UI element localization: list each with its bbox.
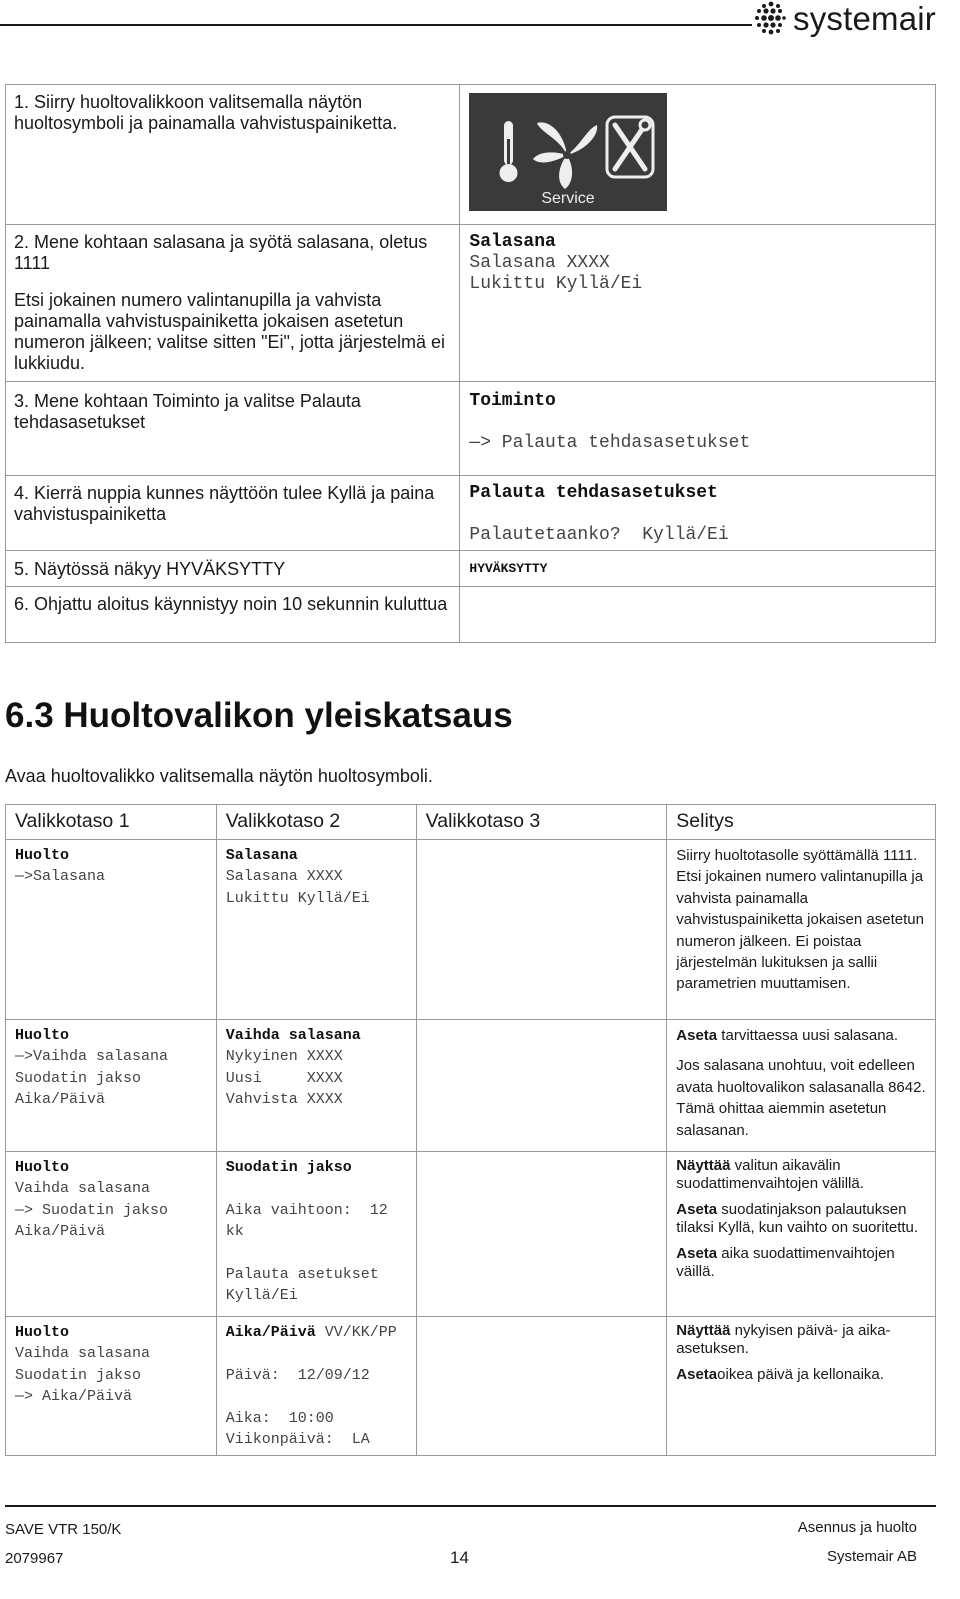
step-3-cell bbox=[6, 382, 460, 476]
level-1-cell: Huolto Vaihda salasana Suodatin jakso —> Aika/Päivä bbox=[6, 1317, 217, 1456]
step-2-text: 2. Mene kohtaan salasana ja syötä salasana, oletus 1111 bbox=[14, 232, 428, 273]
logo-dots-icon bbox=[753, 0, 789, 38]
service-menu-table bbox=[5, 804, 936, 1456]
footer-doc-number: 2079967 bbox=[5, 1550, 64, 1567]
service-screen-cell bbox=[460, 85, 936, 225]
level-2-cell: Salasana Salasana XXXX Lukittu Kyllä/Ei bbox=[216, 840, 416, 1020]
description-cell: Näyttää valitun aikavälin suodattimenvaihtojen välillä. Aseta suodatinjakson palautuksen tilaksi Kyllä, kun vaihto on suoritettu. Aseta aika suodattimenvaihtojen väillä. bbox=[667, 1152, 936, 1317]
lcd-line: Salasana XXXX bbox=[469, 253, 610, 273]
table-row bbox=[6, 1152, 936, 1317]
step-6-cell bbox=[6, 587, 460, 643]
lcd-line: Palautetaanko? Kyllä/Ei bbox=[469, 525, 729, 545]
section-heading: 6.3 Huoltovalikon yleiskatsaus bbox=[5, 696, 513, 735]
level-1-cell: Huolto Vaihda salasana —> Suodatin jakso Aika/Päivä bbox=[6, 1152, 217, 1317]
step-5-text: 5. Näytössä näkyy HYVÄKSYTTY bbox=[14, 559, 286, 579]
col-header-level-2: Valikkotaso 2 bbox=[216, 805, 416, 840]
level-3-cell bbox=[416, 1317, 667, 1456]
service-label: Service bbox=[541, 190, 596, 207]
level-3-cell bbox=[416, 1152, 667, 1317]
lcd-line: —> Palauta tehdasasetukset bbox=[469, 433, 751, 453]
service-screen-image bbox=[469, 93, 667, 211]
level-1-cell: Huolto —>Vaihda salasana Suodatin jakso Aika/Päivä bbox=[6, 1020, 217, 1152]
lcd-title: Salasana bbox=[469, 232, 556, 252]
step-2-cell bbox=[6, 225, 460, 382]
footer-rule bbox=[5, 1505, 936, 1507]
level-3-cell bbox=[416, 840, 667, 1020]
description-cell: Aseta tarvittaessa uusi salasana. Jos salasana unohtuu, voit edelleen avata huoltovalikon salasanalla 8642. Tämä ohittaa aiemmin asetetun salasanan. bbox=[667, 1020, 936, 1152]
level-1-cell: Huolto —>Salasana bbox=[6, 840, 217, 1020]
empty-cell bbox=[460, 587, 936, 643]
logo-wordmark: systemair bbox=[793, 0, 936, 37]
function-screen-cell bbox=[460, 382, 936, 476]
footer-section: Asennus ja huolto bbox=[797, 1519, 917, 1536]
lcd-title: HYVÄKSYTTY bbox=[469, 561, 548, 576]
step-5-cell bbox=[6, 551, 460, 587]
step-4-cell bbox=[6, 476, 460, 551]
lcd-line bbox=[469, 504, 926, 525]
description-cell: Näyttää nykyisen päivä- ja aika-asetuksen. Asetaoikea päivä ja kellonaika. bbox=[667, 1317, 936, 1456]
step-4-text: 4. Kierrä nuppia kunnes näyttöön tulee Kyllä ja paina vahvistuspainiketta bbox=[14, 483, 435, 524]
step-3-text: 3. Mene kohtaan Toiminto ja valitse Palauta tehdasasetukset bbox=[14, 391, 361, 432]
step-1-text: 1. Siirry huoltovalikkoon valitsemalla näytön huoltosymboli ja painamalla vahvistuspainiketta. bbox=[14, 92, 398, 133]
level-2-cell: Vaihda salasana Nykyinen XXXX Uusi XXXX Vahvista XXXX bbox=[216, 1020, 416, 1152]
col-header-level-3: Valikkotaso 3 bbox=[416, 805, 667, 840]
reset-steps-table bbox=[5, 84, 936, 643]
accepted-screen-cell bbox=[460, 551, 936, 587]
header-rule bbox=[0, 24, 752, 26]
step-2-detail: Etsi jokainen numero valintanupilla ja vahvista painamalla vahvistuspainiketta jokaisen asetetun numeron jälkeen; valitse sitten "Ei", jotta järjestelmä ei lukkiudu. bbox=[14, 290, 445, 373]
level-2-cell: Aika/Päivä VV/KK/PP Päivä: 12/09/12 Aika: 10:00 Viikonpäivä: LA bbox=[216, 1317, 416, 1456]
col-header-description: Selitys bbox=[667, 805, 936, 840]
col-header-level-1: Valikkotaso 1 bbox=[6, 805, 217, 840]
footer-page-number: 14 bbox=[450, 1548, 469, 1567]
description-cell: Siirry huoltotasolle syöttämällä 1111. Etsi jokainen numero valintanupilla ja vahvista painamalla vahvistuspainiketta jokaisen asetetun numeron jälkeen. Ei poistaa järjestelmän lukituksen ja sallii parametrien muuttamisen. bbox=[667, 840, 936, 1020]
level-3-cell bbox=[416, 1020, 667, 1152]
reset-confirm-screen-cell bbox=[460, 476, 936, 551]
table-row bbox=[6, 1020, 936, 1152]
lcd-line: Lukittu Kyllä/Ei bbox=[469, 274, 643, 294]
step-1-cell bbox=[6, 85, 460, 225]
lcd-title: Palauta tehdasasetukset bbox=[469, 483, 718, 503]
section-intro: Avaa huoltovalikko valitsemalla näytön huoltosymboli. bbox=[5, 766, 433, 786]
table-row bbox=[6, 1317, 936, 1456]
lcd-line bbox=[469, 412, 926, 433]
lcd-title: Toiminto bbox=[469, 391, 556, 411]
table-row bbox=[6, 840, 936, 1020]
password-screen-cell bbox=[460, 225, 936, 382]
level-2-cell: Suodatin jakso Aika vaihtoon: 12 kk Palauta asetukset Kyllä/Ei bbox=[216, 1152, 416, 1317]
step-6-text: 6. Ohjattu aloitus käynnistyy noin 10 sekunnin kuluttua bbox=[14, 594, 448, 614]
footer-model: SAVE VTR 150/K bbox=[5, 1521, 122, 1538]
footer-company: Systemair AB bbox=[826, 1548, 917, 1565]
